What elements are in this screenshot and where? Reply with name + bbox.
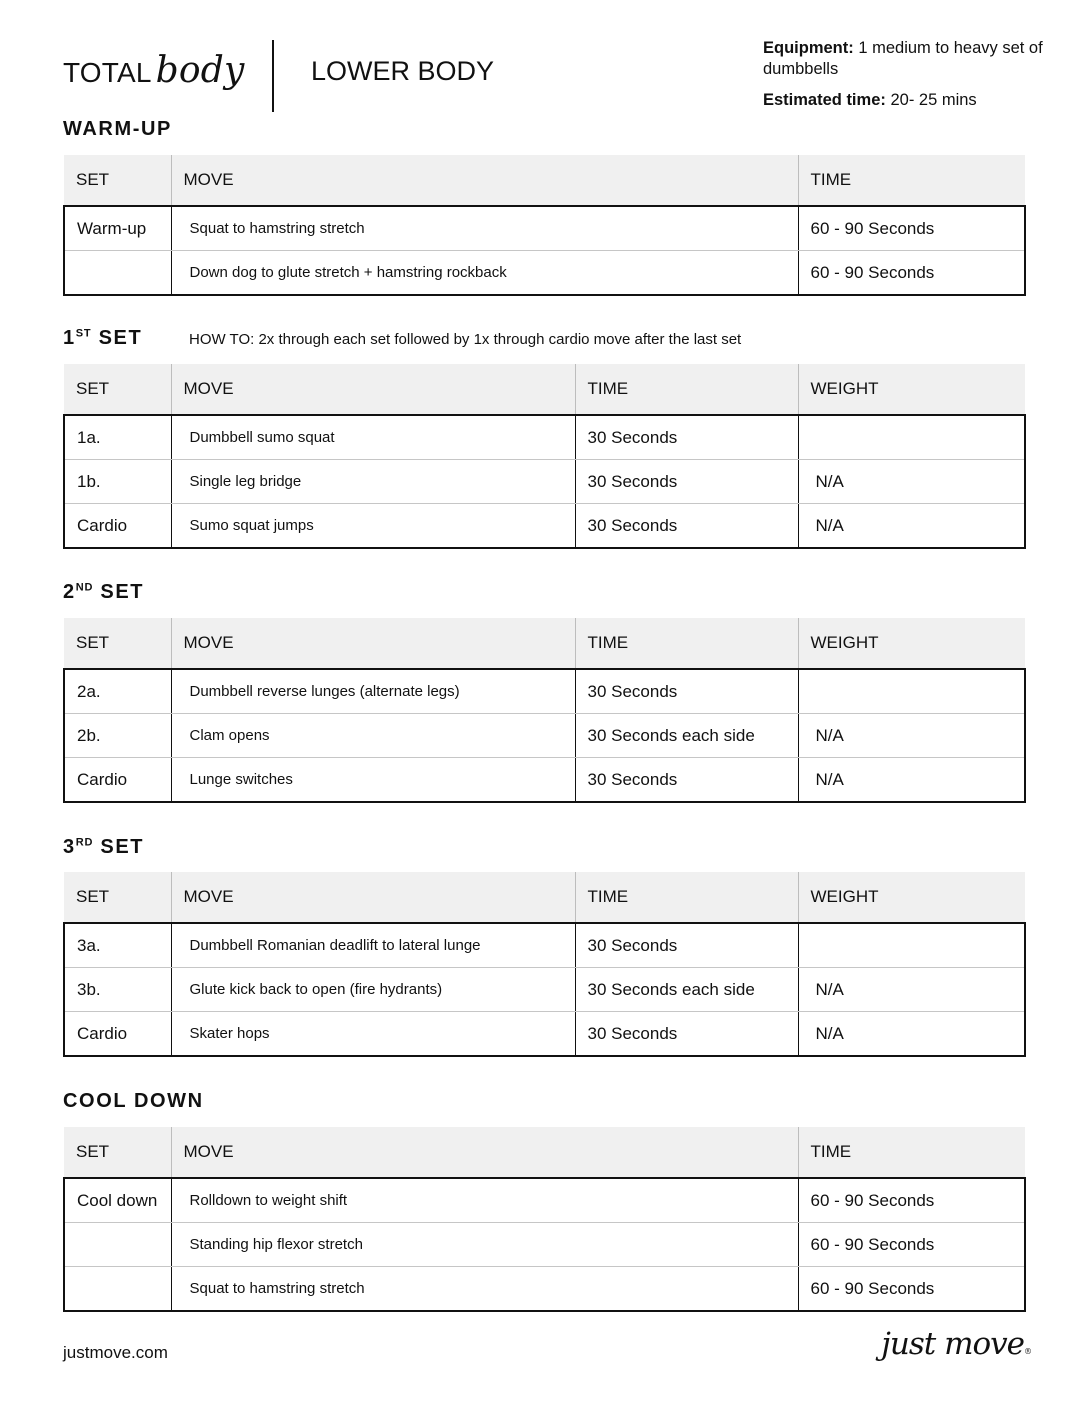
move-cell: Squat to hamstring stretch (171, 1267, 798, 1312)
time-cell: 30 Seconds each side (575, 714, 798, 758)
move-cell: Squat to hamstring stretch (171, 206, 798, 251)
table-row (64, 714, 1025, 758)
table-row (64, 1012, 1025, 1057)
set-cell: Cardio (64, 504, 171, 549)
table-row (64, 923, 1025, 968)
weight-cell: N/A (798, 714, 1025, 758)
column-header: SET (64, 155, 171, 206)
set-cell: 1b. (64, 460, 171, 504)
set-cell: Cardio (64, 1012, 171, 1057)
set-cell: Cool down (64, 1178, 171, 1223)
column-header: MOVE (171, 618, 575, 669)
set-cell (64, 1223, 171, 1267)
workout-title: LOWER BODY (311, 56, 495, 86)
move-cell: Dumbbell sumo squat (171, 415, 575, 460)
time-cell: 30 Seconds (575, 669, 798, 714)
column-header: SET (64, 364, 171, 415)
time-cell: 30 Seconds (575, 1012, 798, 1057)
column-header: MOVE (171, 872, 575, 923)
set-cell: 3a. (64, 923, 171, 968)
time-cell: 30 Seconds (575, 758, 798, 803)
set-cell: Cardio (64, 758, 171, 803)
column-header: MOVE (171, 364, 575, 415)
set2-heading-sup: ND (75, 581, 94, 594)
column-header: SET (64, 1127, 171, 1178)
column-header: TIME (575, 618, 798, 669)
move-cell: Clam opens (171, 714, 575, 758)
equipment-value: 1 medium to heavy set of dumbbells (763, 39, 1043, 78)
column-header: TIME (575, 364, 798, 415)
column-header: TIME (798, 155, 1025, 206)
equipment-info (763, 38, 1053, 80)
estimated-time (763, 91, 977, 110)
set3-heading-sup: RD (75, 836, 94, 849)
column-header: MOVE (171, 1127, 798, 1178)
move-cell: Dumbbell reverse lunges (alternate legs) (171, 669, 575, 714)
set-cell (64, 1267, 171, 1312)
column-header: TIME (798, 1127, 1025, 1178)
table-row (64, 206, 1025, 251)
table-row (64, 1223, 1025, 1267)
table-row (64, 504, 1025, 549)
move-cell: Single leg bridge (171, 460, 575, 504)
table-header-row (64, 155, 1025, 206)
set2-table (63, 618, 1026, 803)
column-header: WEIGHT (798, 618, 1025, 669)
set1-table (63, 364, 1026, 549)
table-row (64, 1178, 1025, 1223)
time-cell: 30 Seconds each side (575, 968, 798, 1012)
table-header-row (64, 1127, 1025, 1178)
column-header: MOVE (171, 155, 798, 206)
set2-heading-word: SET (100, 581, 145, 603)
equipment-label: Equipment: (763, 39, 854, 57)
move-cell: Down dog to glute stretch + hamstring rockback (171, 251, 798, 296)
weight-cell: N/A (798, 758, 1025, 803)
set2-heading (63, 581, 144, 604)
time-cell: 30 Seconds (575, 460, 798, 504)
column-header: TIME (575, 872, 798, 923)
brand-logo (63, 50, 245, 91)
cooldown-heading: COOL DOWN (63, 1090, 204, 1112)
weight-cell: N/A (798, 504, 1025, 549)
time-cell: 60 - 90 Seconds (798, 1178, 1025, 1223)
brand-body: body (155, 50, 245, 91)
set-cell: 3b. (64, 968, 171, 1012)
table-row (64, 251, 1025, 296)
move-cell: Standing hip flexor stretch (171, 1223, 798, 1267)
warmup-heading: WARM-UP (63, 118, 172, 140)
table-row (64, 460, 1025, 504)
column-header: WEIGHT (798, 872, 1025, 923)
column-header: SET (64, 618, 171, 669)
set1-heading-num: 1 (63, 327, 76, 349)
set1-heading-sup: ST (75, 327, 92, 340)
set3-heading-num: 3 (63, 836, 76, 858)
move-cell: Lunge switches (171, 758, 575, 803)
table-row (64, 758, 1025, 803)
table-row (64, 1267, 1025, 1312)
set-cell: 2b. (64, 714, 171, 758)
weight-cell: N/A (798, 1012, 1025, 1057)
move-cell: Skater hops (171, 1012, 575, 1057)
table-row (64, 415, 1025, 460)
cooldown-table (63, 1127, 1026, 1312)
table-row (64, 669, 1025, 714)
set-cell (64, 251, 171, 296)
move-cell: Rolldown to weight shift (171, 1178, 798, 1223)
set2-heading-num: 2 (63, 581, 76, 603)
set-cell: 2a. (64, 669, 171, 714)
weight-cell (798, 415, 1025, 460)
table-header-row (64, 364, 1025, 415)
weight-cell (798, 923, 1025, 968)
set3-table (63, 872, 1026, 1057)
header-divider (272, 40, 274, 112)
weight-cell (798, 669, 1025, 714)
time-cell: 60 - 90 Seconds (798, 1267, 1025, 1312)
weight-cell: N/A (798, 968, 1025, 1012)
set1-heading-word: SET (98, 327, 143, 349)
time-cell: 30 Seconds (575, 415, 798, 460)
table-header-row (64, 618, 1025, 669)
warmup-table (63, 155, 1026, 296)
time-label: Estimated time: (763, 91, 886, 109)
set1-heading (63, 327, 142, 350)
move-cell: Glute kick back to open (fire hydrants) (171, 968, 575, 1012)
brand-total: TOTAL (63, 57, 152, 88)
column-header: WEIGHT (798, 364, 1025, 415)
set-cell: 1a. (64, 415, 171, 460)
set3-heading-word: SET (100, 836, 145, 858)
time-cell: 30 Seconds (575, 504, 798, 549)
table-row (64, 968, 1025, 1012)
move-cell: Sumo squat jumps (171, 504, 575, 549)
column-header: SET (64, 872, 171, 923)
time-cell: 60 - 90 Seconds (798, 206, 1025, 251)
set3-heading (63, 836, 144, 859)
time-cell: 30 Seconds (575, 923, 798, 968)
howto-instructions: HOW TO: 2x through each set followed by 1x through cardio move after the last set (189, 331, 742, 348)
footer-website-link[interactable]: justmove.com (63, 1343, 168, 1362)
move-cell: Dumbbell Romanian deadlift to lateral lunge (171, 923, 575, 968)
set-cell: Warm-up (64, 206, 171, 251)
time-cell: 60 - 90 Seconds (798, 1223, 1025, 1267)
time-value: 20- 25 mins (890, 91, 977, 109)
time-cell: 60 - 90 Seconds (798, 251, 1025, 296)
weight-cell: N/A (798, 460, 1025, 504)
footer-logo-text: just move (881, 1326, 1024, 1362)
footer-logo (881, 1326, 1032, 1362)
table-header-row (64, 872, 1025, 923)
trademark-mark: ® (1024, 1347, 1032, 1356)
